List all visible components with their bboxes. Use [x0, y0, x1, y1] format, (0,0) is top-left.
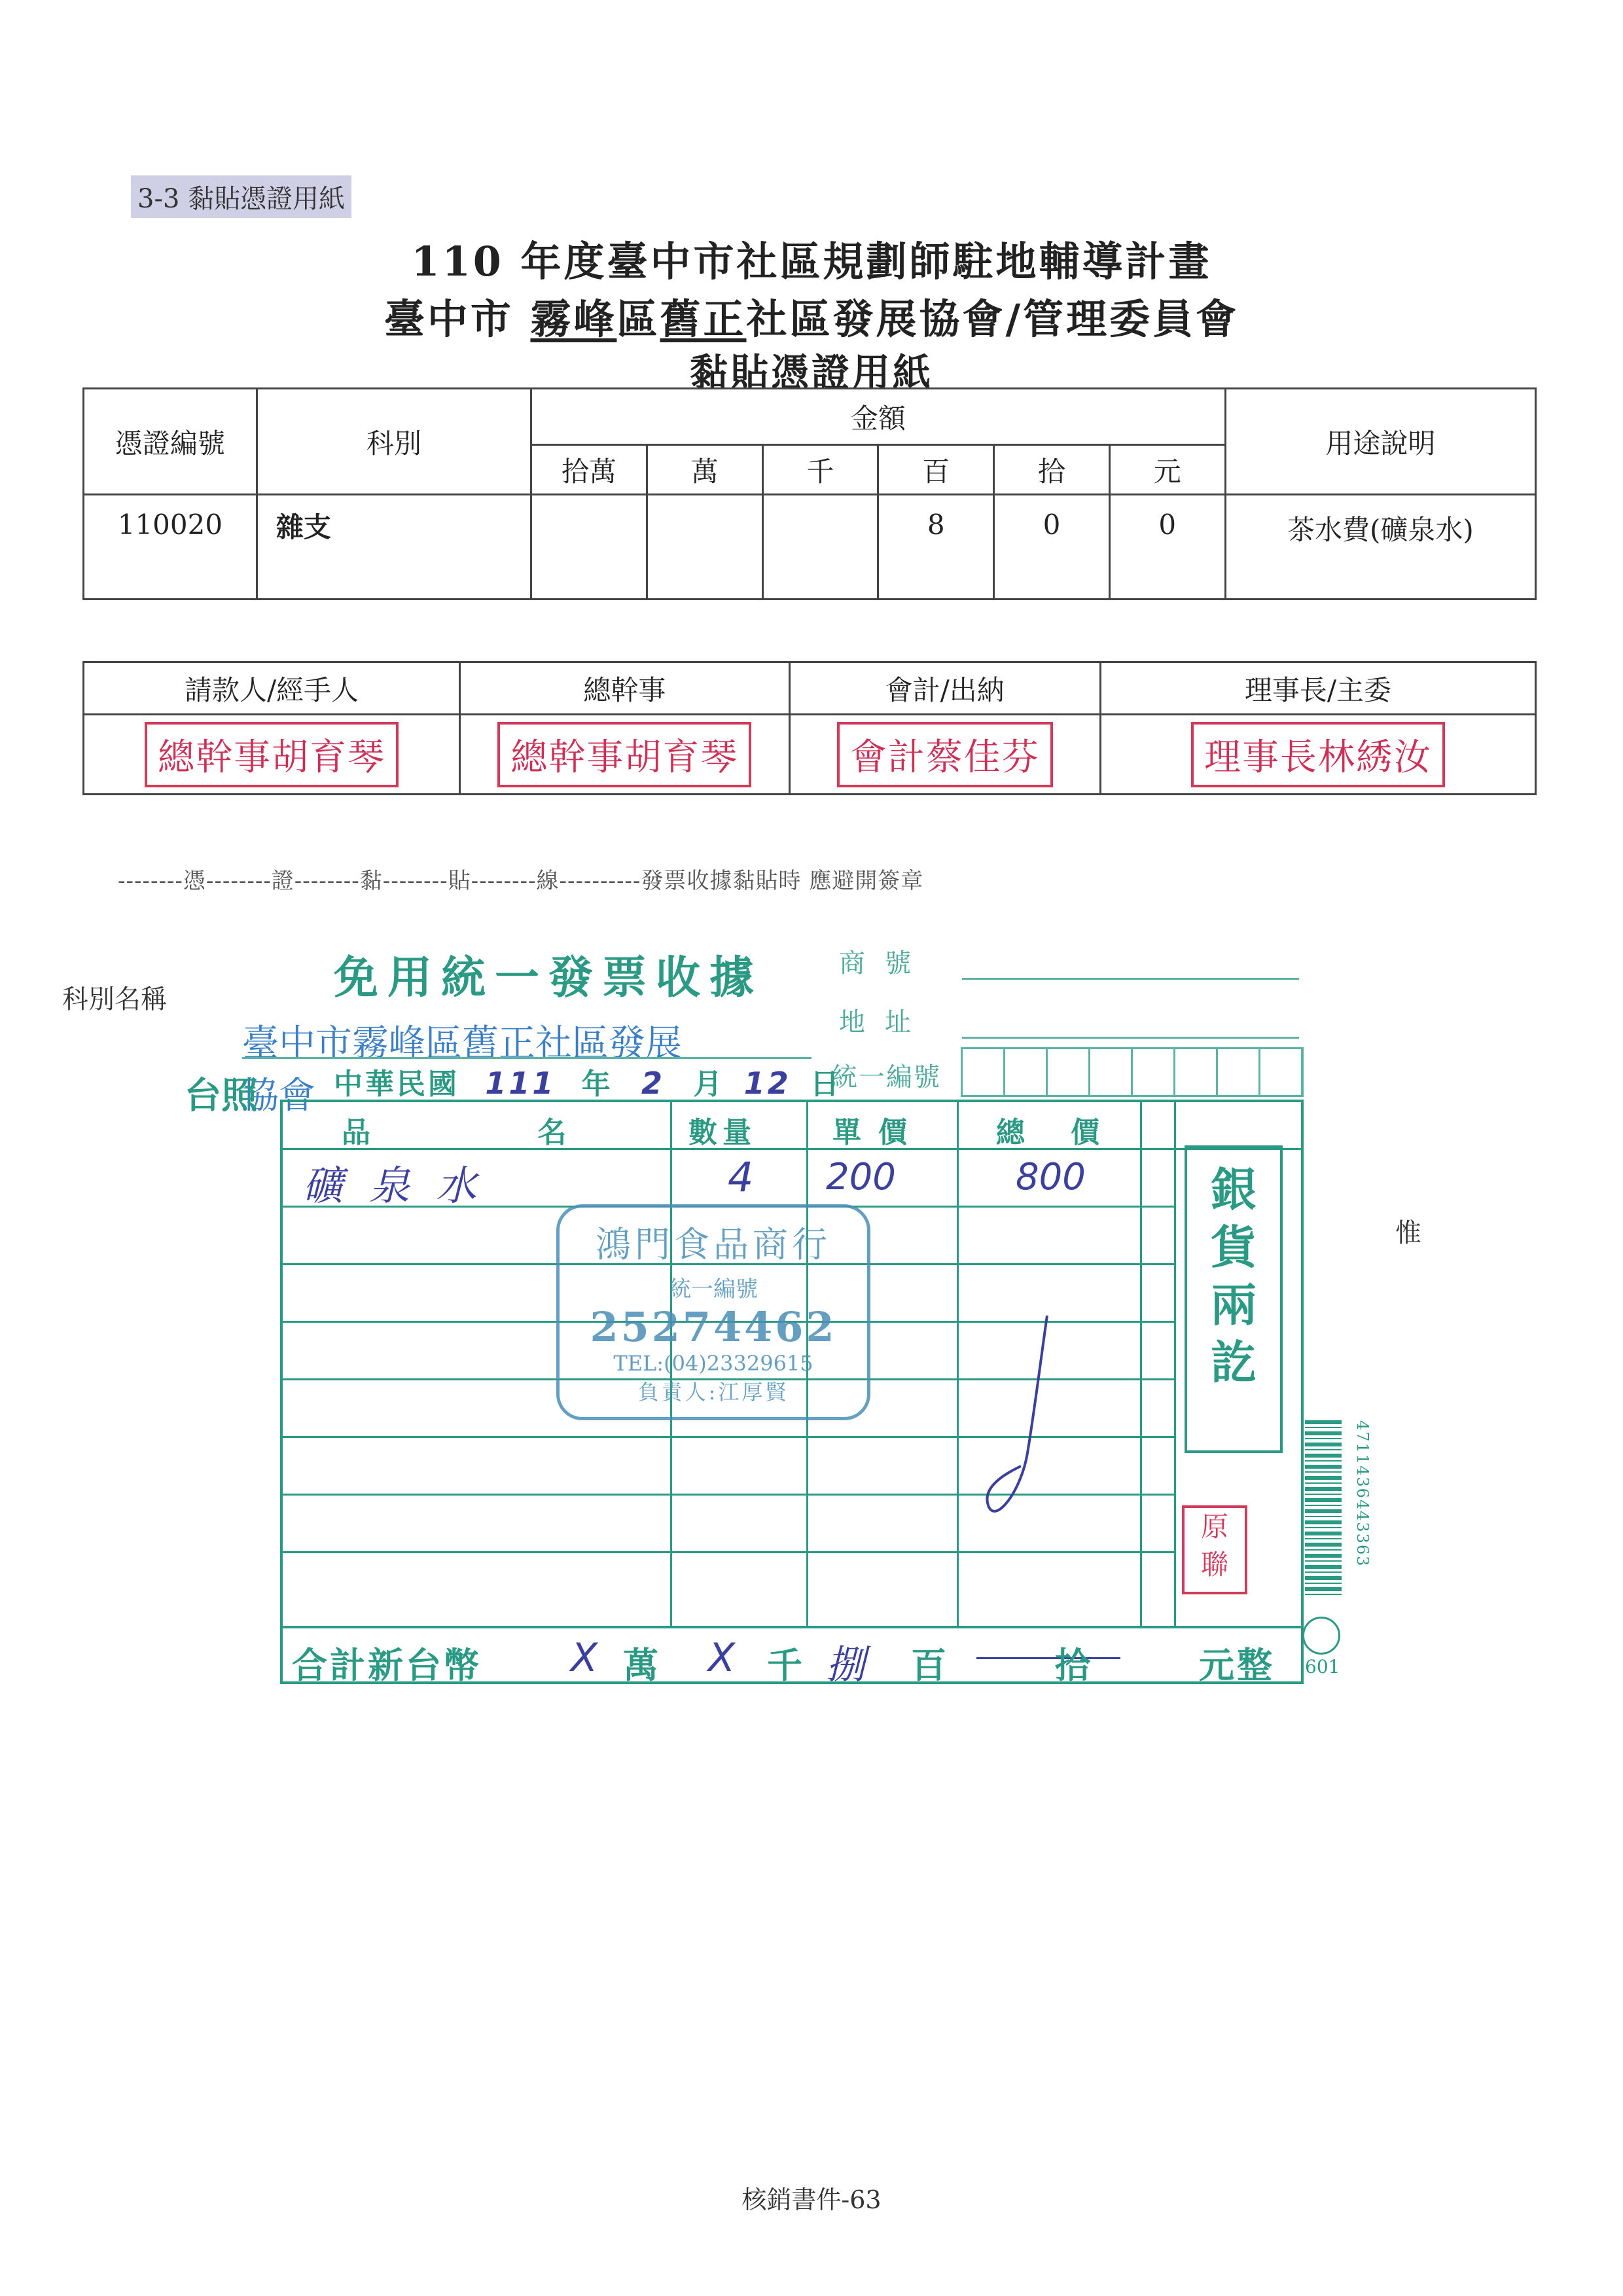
voucher-table	[82, 387, 1537, 600]
org-underline	[242, 1057, 812, 1059]
address-label: 地址	[839, 1007, 931, 1037]
seal-tax-id: 25274462	[590, 1303, 837, 1351]
org-community: 舊正	[660, 295, 747, 343]
unit-hundred-thousand: 拾萬	[531, 445, 647, 495]
total-yuan-label: 元整	[1199, 1644, 1275, 1686]
original-char-1: 原	[1200, 1511, 1228, 1543]
form-subtitle: 黏貼憑證用紙	[689, 350, 933, 395]
signature-scribble	[969, 1309, 1073, 1532]
header-total-price: 總價	[996, 1116, 1145, 1149]
total-strike-line	[976, 1657, 1120, 1659]
org-suffix: 社區發展協會/管理委員會	[746, 295, 1240, 343]
total-qian-label: 千	[767, 1644, 805, 1686]
item-name: 礦泉水	[302, 1162, 503, 1210]
unit-ten: 拾	[994, 445, 1110, 495]
org-prefix: 臺中市	[383, 295, 514, 343]
requester-cell	[84, 715, 460, 795]
receipt-header-row	[283, 1102, 1301, 1150]
date-day-label: 日	[810, 1067, 842, 1101]
original-char-2: 聯	[1200, 1549, 1228, 1581]
voucher-number: 110020	[84, 495, 257, 600]
form-number: 601	[1305, 1656, 1340, 1677]
header-secretary: 總幹事	[460, 662, 789, 715]
row-line-7	[283, 1551, 1174, 1553]
header-category: 科別	[257, 389, 531, 495]
total-bai-label: 百	[911, 1644, 949, 1686]
digit-thousand	[762, 495, 878, 600]
header-qty: 數量	[688, 1116, 757, 1149]
digit-one: 0	[1109, 495, 1225, 600]
shop-line	[962, 978, 1299, 980]
date-month-label: 月	[693, 1067, 725, 1101]
header-unit-price: 單價	[832, 1116, 924, 1149]
paid-box	[1185, 1145, 1283, 1453]
paste-guide-line: --------憑--------證--------黏--------貼--------線----------發票收據黏貼時 應避開簽章	[118, 868, 924, 894]
receipt-date	[334, 1060, 842, 1102]
org-mid: 區	[616, 295, 660, 343]
total-wan-label: 萬	[623, 1644, 661, 1686]
address-line	[962, 1037, 1299, 1039]
page-title: 110 年度臺中市社區規劃師駐地輔導計畫	[411, 238, 1212, 285]
digit-hundred-thousand	[531, 495, 647, 600]
date-year: 111	[485, 1066, 556, 1101]
item-total-price: 800	[1016, 1156, 1086, 1198]
accountant-stamp: 會計蔡佳芬	[837, 722, 1053, 787]
total-wan-mark: X	[571, 1635, 598, 1681]
header-amount: 金額	[531, 389, 1226, 445]
page-footer: 核銷書件-63	[741, 2185, 882, 2214]
secretary-cell	[460, 715, 789, 795]
unit-hundred: 百	[878, 445, 994, 495]
date-day: 12	[743, 1066, 791, 1101]
accountant-cell	[789, 715, 1100, 795]
total-row	[283, 1626, 1301, 1688]
col-divider-3	[957, 1102, 959, 1626]
paid-char-3: 兩	[1211, 1278, 1257, 1332]
paid-char-4: 訖	[1211, 1335, 1257, 1390]
item-qty: 4	[728, 1153, 754, 1201]
header-voucher-no: 憑證編號	[84, 389, 257, 495]
total-label: 合計新台幣	[292, 1644, 482, 1686]
col-divider-5	[1174, 1102, 1176, 1626]
barcode-number: 4711436443363	[1353, 1420, 1372, 1568]
paid-char-2: 貨	[1211, 1220, 1257, 1274]
item-unit-price: 200	[826, 1156, 896, 1198]
org-title	[0, 287, 1623, 345]
header-requester: 請款人/經手人	[84, 662, 460, 715]
date-year-label: 年	[581, 1067, 613, 1101]
section-tag: 3-3 黏貼憑證用紙	[131, 175, 351, 218]
header-purpose: 用途說明	[1225, 389, 1535, 495]
header-chairman: 理事長/主委	[1100, 662, 1535, 715]
vendor-seal	[556, 1204, 870, 1420]
seal-vendor-name: 鴻門食品商行	[596, 1224, 831, 1265]
digit-ten-thousand	[647, 495, 762, 600]
total-bai-mark: 捌	[826, 1642, 865, 1688]
header-accountant: 會計/出納	[789, 662, 1100, 715]
shop-label: 商號	[839, 948, 931, 978]
total-shi-label: 拾	[1055, 1644, 1093, 1686]
seal-tax-label: 統一編號	[669, 1276, 758, 1302]
col-divider-4	[1140, 1102, 1142, 1626]
original-copy-stamp	[1182, 1505, 1247, 1594]
header-item-name: 品 名	[342, 1116, 645, 1149]
chairman-cell	[1100, 715, 1535, 795]
barcode	[1305, 1420, 1342, 1597]
receipt-org-text: 臺中市霧峰區舊正社區發展協會	[242, 1022, 682, 1117]
total-qian-mark: X	[708, 1635, 736, 1681]
digit-ten: 0	[994, 495, 1110, 600]
date-month: 2	[641, 1066, 666, 1101]
unit-ten-thousand: 萬	[647, 445, 762, 495]
signature-stroke	[987, 1316, 1047, 1511]
seal-tel: TEL:(04)23329615	[613, 1351, 813, 1376]
receipt-org-overlay: 台照	[185, 1074, 258, 1117]
seal-owner: 負責人:江厚賢	[637, 1380, 789, 1405]
margin-character: 惟	[1395, 1218, 1421, 1248]
plum-logo-icon	[1302, 1617, 1340, 1655]
approval-table	[82, 661, 1537, 795]
category-name-label: 科別名稱	[62, 984, 167, 1014]
date-prefix: 中華民國	[334, 1067, 459, 1101]
digit-hundred: 8	[878, 495, 994, 600]
voucher-purpose: 茶水費(礦泉水)	[1225, 495, 1535, 600]
chairman-stamp: 理事長林綉汝	[1191, 722, 1445, 787]
requester-stamp: 總幹事胡育琴	[145, 722, 399, 787]
tax-id-label: 統一編號	[831, 1062, 941, 1092]
tax-id-boxes	[961, 1047, 1304, 1097]
receipt-title: 免用統一發票收據	[334, 952, 764, 1004]
paid-char-1: 銀	[1211, 1162, 1257, 1217]
org-district: 霧峰	[530, 295, 617, 343]
voucher-category: 雜支	[257, 495, 531, 600]
unit-thousand: 千	[762, 445, 878, 495]
secretary-stamp: 總幹事胡育琴	[497, 722, 751, 787]
unit-one: 元	[1109, 445, 1225, 495]
